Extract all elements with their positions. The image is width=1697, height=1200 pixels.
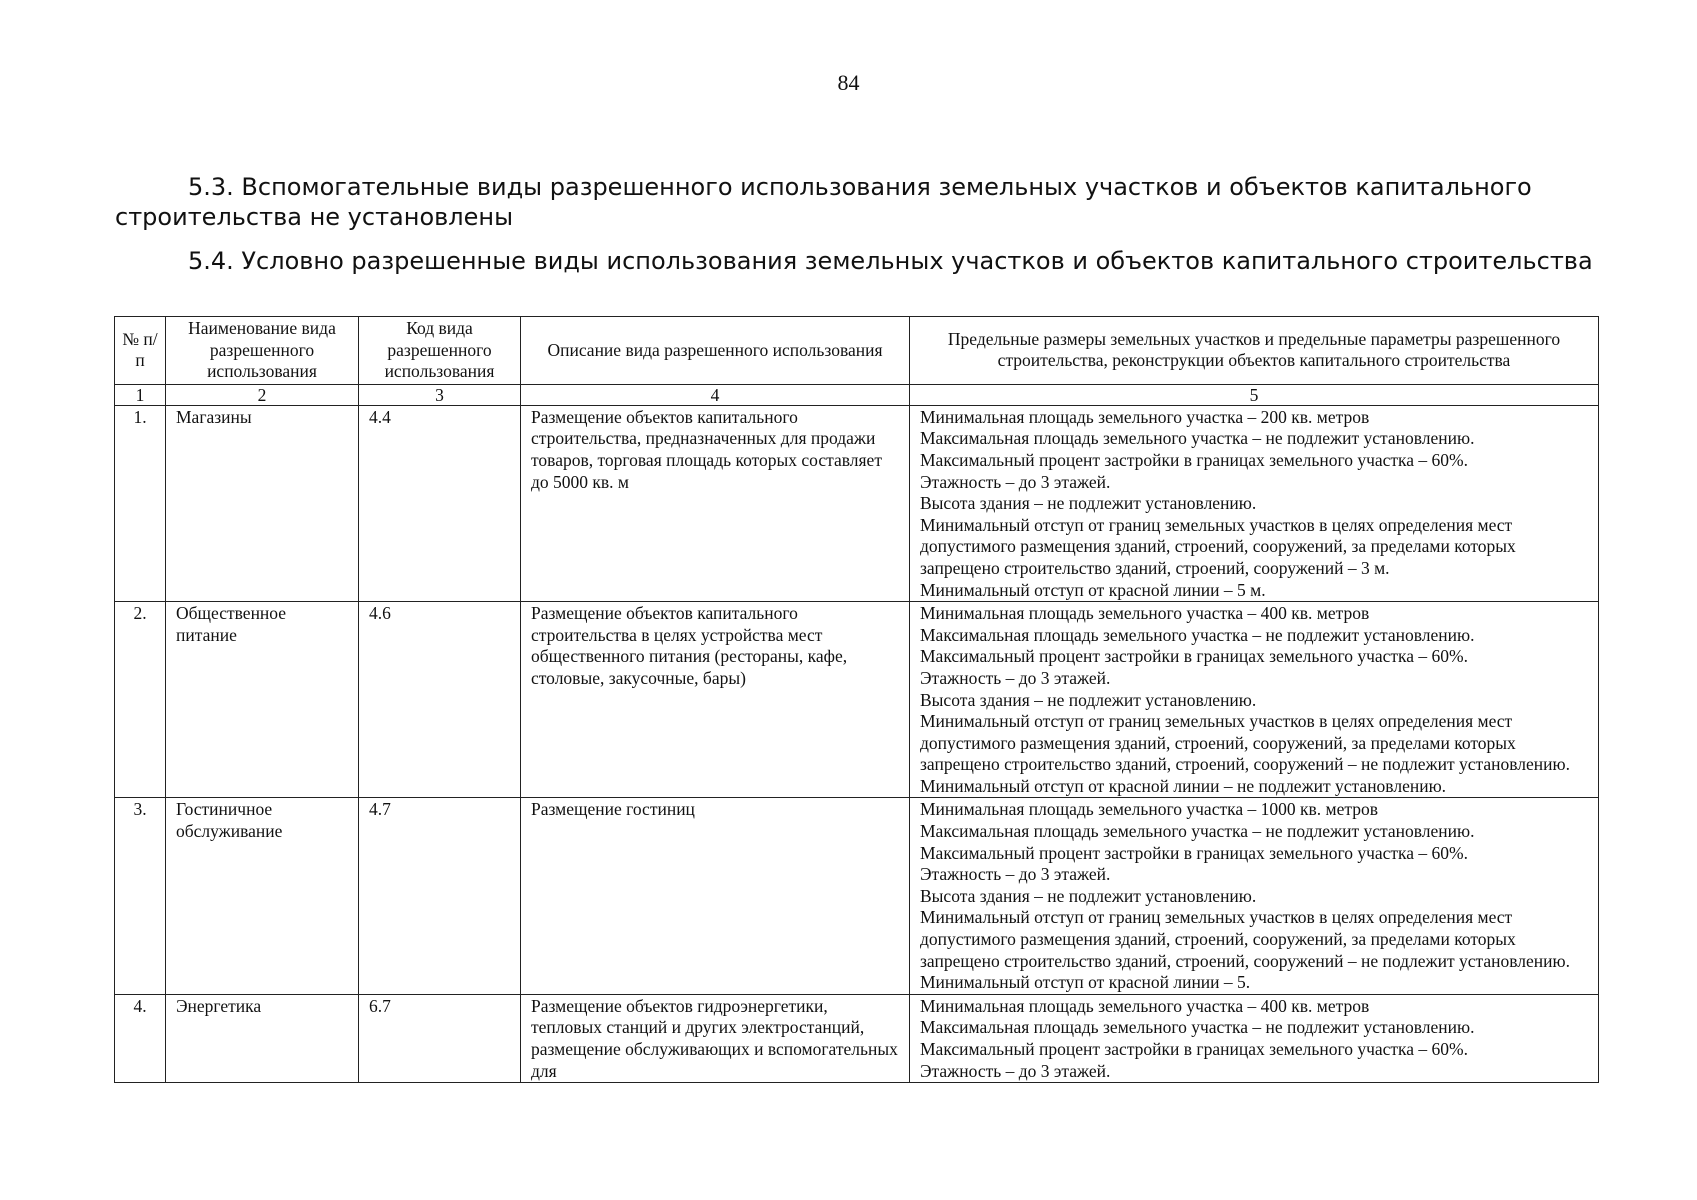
limit-line: Минимальный отступ от красной линии – 5 м. [920,579,1266,600]
limit-line: Минимальная площадь земельного участка – 1000 кв. метров [920,799,1378,820]
limit-line: Минимальная площадь земельного участка – 400 кв. метров [920,603,1370,624]
section-heading-5-3 [115,172,1595,232]
limit-line: Высота здания – не подлежит установлению. [920,885,1257,906]
limit-line: Этажность – до 3 этажей. [920,667,1111,688]
column-number: 3 [359,384,521,405]
row-code: 4.4 [359,405,521,601]
row-code: 4.6 [359,602,521,798]
row-num: 4. [115,994,166,1082]
limit-line: Максимальный процент застройки в границах земельного участка – 60%. [920,1039,1469,1059]
column-number: 5 [910,384,1599,405]
limit-line: Максимальный процент застройки в границах земельного участка – 60%. [920,449,1469,470]
limit-line: Максимальная площадь земельного участка – не подлежит установлению. [920,624,1475,645]
column-number-row [115,384,1599,405]
row-desc: Размещение гостиниц [521,798,910,994]
row-name: Гостиничное обслуживание [166,798,359,994]
table-row [115,798,1599,994]
row-code: 4.7 [359,798,521,994]
row-num: 2. [115,602,166,798]
row-limits [910,405,1599,601]
limit-line: Максимальная площадь земельного участка – не подлежит установлению. [920,428,1475,449]
header-desc: Описание вида разрешенного использования [521,317,910,385]
table-header-row [115,317,1599,385]
limit-line: Этажность – до 3 этажей. [920,1060,1111,1081]
table-row [115,602,1599,798]
limit-line: Минимальный отступ от границ земельных участков в целях определения мест допустимого размещения зданий, строений, сооружений, за пределами которых запрещено строительство зданий, строений, сооружений – 3 м. [920,514,1516,578]
limit-line: Максимальная площадь земельного участка – не подлежит установлению. [920,821,1475,842]
row-limits [910,994,1599,1082]
heading-5-3-line2: строительства не установлены [115,203,514,231]
section-heading-5-4 [115,246,1595,276]
heading-5-4-text: 5.4. Условно разрешенные виды использования земельных участков и объектов капитального строительства [188,247,1593,275]
row-desc: Размещение объектов капитального строительства, предназначенных для продажи товаров, торговая площадь которых составляет до 5000 кв. м [521,405,910,601]
row-num: 1. [115,405,166,601]
table-row [115,994,1599,1082]
limit-line: Минимальный отступ от границ земельных участков в целях определения мест допустимого размещения зданий, строений, сооружений, за пределами которых запрещено строительство зданий, строений, сооружений – не подлежит установлению. [920,907,1570,971]
row-name: Энергетика [166,994,359,1082]
limit-line: Минимальный отступ от красной линии – 5. [920,972,1251,993]
limit-line: Этажность – до 3 этажей. [920,864,1111,885]
header-num: № п/п [115,317,166,385]
limit-line: Максимальная площадь земельного участка – не подлежит установлению. [920,1017,1475,1038]
row-num: 3. [115,798,166,994]
row-name: Магазины [166,405,359,601]
limit-line: Минимальная площадь земельного участка – 400 кв. метров [920,995,1370,1016]
limit-line: Максимальный процент застройки в границах земельного участка – 60%. [920,842,1469,863]
limit-line: Минимальный отступ от красной линии – не подлежит установлению. [920,775,1447,796]
limit-line: Этажность – до 3 этажей. [920,471,1111,492]
row-limits [910,798,1599,994]
row-desc: Размещение объектов капитального строительства в целях устройства мест общественного питания (рестораны, кафе, столовые, закусочные, бары) [521,602,910,798]
row-limits [910,602,1599,798]
limit-line: Максимальный процент застройки в границах земельного участка – 60%. [920,646,1469,667]
limit-line: Высота здания – не подлежит установлению. [920,493,1257,514]
header-name: Наименование вида разрешенного использования [166,317,359,385]
limit-line: Высота здания – не подлежит установлению. [920,689,1257,710]
row-name: Общественное питание [166,602,359,798]
row-desc: Размещение объектов гидроэнергетики, тепловых станций и других электростанций, размещение обслуживающих и вспомогательных для [521,994,910,1082]
header-code: Код вида разрешенного использования [359,317,521,385]
permitted-use-table [114,316,1599,1083]
row-code: 6.7 [359,994,521,1082]
column-number: 1 [115,384,166,405]
column-number: 2 [166,384,359,405]
page-number: 84 [837,70,860,95]
table-row [115,405,1599,601]
limit-line: Минимальная площадь земельного участка – 200 кв. метров [920,406,1370,427]
column-number: 4 [521,384,910,405]
header-limits: Предельные размеры земельных участков и предельные параметры разрешенного строительства, реконструкции объектов капитального строительства [910,317,1599,385]
heading-5-3-line1: 5.3. Вспомогательные виды разрешенного использования земельных участков и объектов капитального [188,173,1532,201]
limit-line: Минимальный отступ от границ земельных участков в целях определения мест допустимого размещения зданий, строений, сооружений, за пределами которых запрещено строительство зданий, строений, сооружений – не подлежит установлению. [920,711,1570,775]
